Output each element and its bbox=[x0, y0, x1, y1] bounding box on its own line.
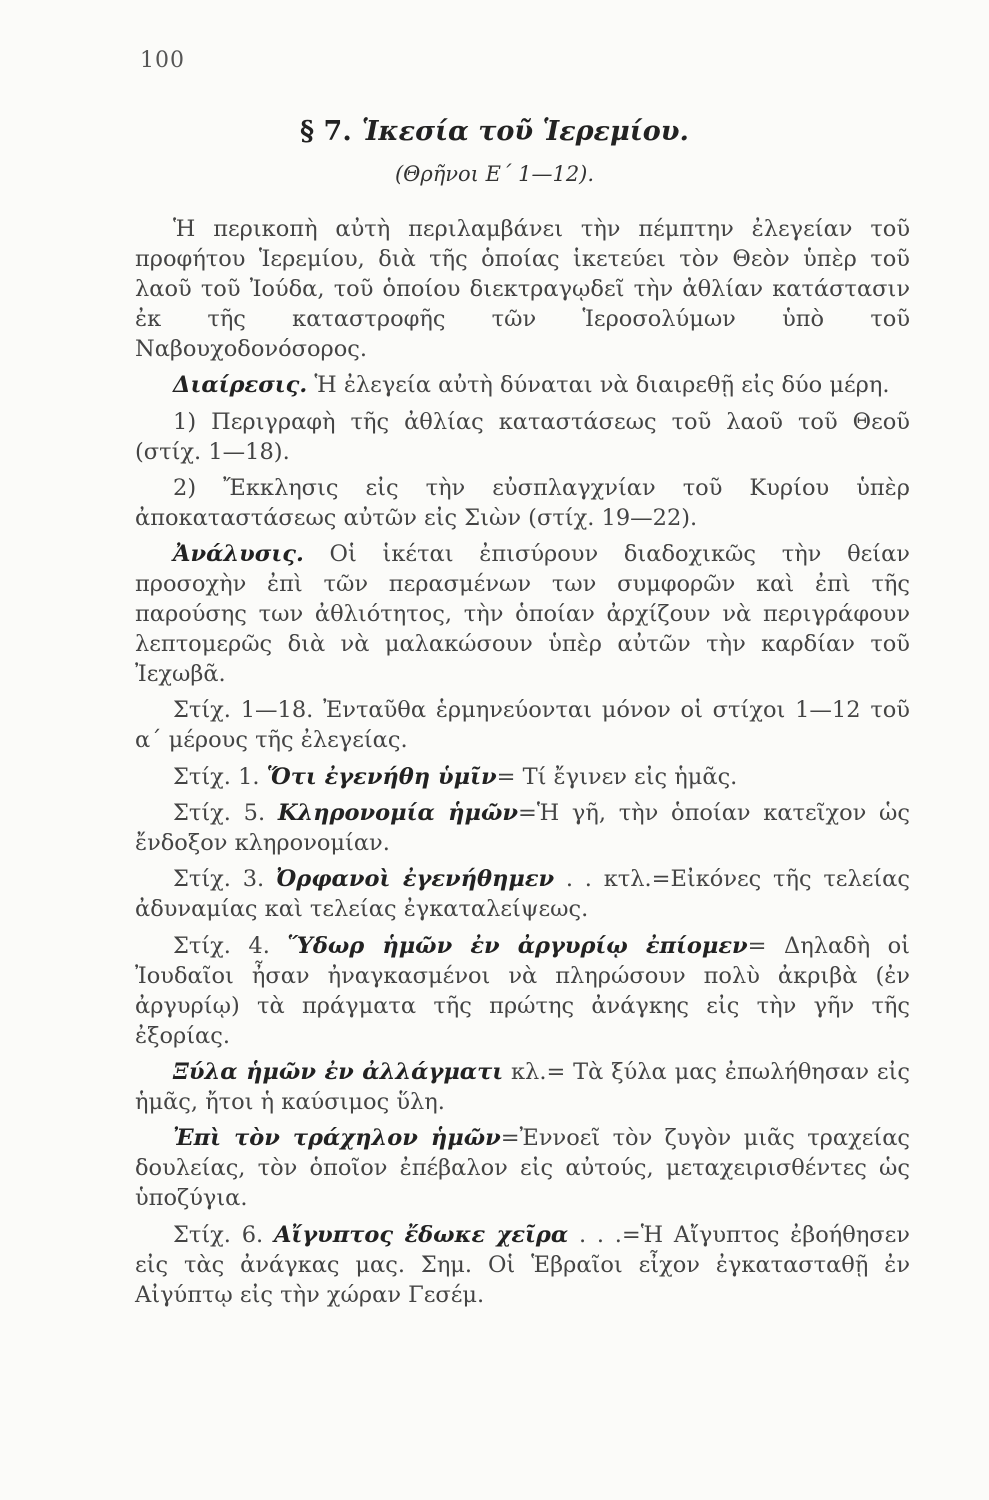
paragraph-intro: Ἡ περικοπὴ αὐτὴ περιλαμβάνει τὴν πέμπτην ἐλεγείαν τοῦ προφήτου Ἱερεμίου, διὰ τῆς ὁποίας ἱκετεύει τὸν Θεὸν ὑπὲρ τοῦ λαοῦ τοῦ Ἰούδα, τοῦ ὁποίου διεκτραγῳδεῖ τὴν ἀθλίαν κατάστασιν ἐκ τῆς καταστροφῆς τῶν Ἱεροσολύμων ὑπὸ τοῦ Ναβουχοδονόσορος. bbox=[135, 216, 910, 362]
paragraph-neck: Ἐπὶ τὸν τράχηλον ἡμῶν=Ἐννοεῖ τὸν ζυγὸν μιᾶς τραχείας δουλείας, τὸν ὁποῖον ἐπέβαλον εἰς αὐτούς, μεταχειρισθέντες ὡς ὑποζύγια. bbox=[135, 1125, 910, 1212]
scripture-reference: (Θρῆνοι Ε΄ 1—12). bbox=[394, 162, 595, 186]
section-title: Ἱκεσία τοῦ Ἱερεμίου. bbox=[361, 116, 689, 147]
paragraph-verses-1-18: Στίχ. 1—18. Ἐνταῦθα ἑρμηνεύονται μόνον οἱ στίχοι 1—12 τοῦ α΄ μέρους τῆς ἐλεγείας. bbox=[135, 697, 910, 754]
section-heading bbox=[0, 116, 989, 147]
paragraph-verse-4: Στίχ. 4. Ὕδωρ ἡμῶν ἐν ἀργυρίῳ ἐπίομεν= Δηλαδὴ οἱ Ἰουδαῖοι ἦσαν ἠναγκασμένοι νὰ πληρώσουν πολὺ ἀκριβὰ (ἐν ἀργυρίῳ) τὰ πράγματα τῆς πρώτης ἀνάγκης εἰς τὴν γῆν τῆς ἐξορίας. bbox=[135, 932, 910, 1049]
body-text bbox=[135, 214, 910, 1316]
paragraph-part-2: 2) Ἔκκλησις εἰς τὴν εὐσπλαγχνίαν τοῦ Κυρίου ὑπὲρ ἀποκαταστάσεως αὐτῶν εἰς Σιὼν (στίχ. 19—22). bbox=[135, 474, 910, 531]
page-number: 100 bbox=[140, 48, 185, 73]
division-label: Διαίρεσις. bbox=[173, 372, 308, 399]
paragraph-verse-6: Στίχ. 6. Αἴγυπτος ἔδωκε χεῖρα . . .=Ἡ Αἴγυπτος ἐβοήθησεν εἰς τὰς ἀνάγκας μας. Σημ. Οἱ Ἑβραῖοι εἶχον ἐγκατασταθῇ ἐν Αἰγύπτῳ εἰς τὴν χώραν Γεσέμ. bbox=[135, 1221, 910, 1308]
paragraph-verse-3: Στίχ. 3. Ὀρφανοὶ ἐγενήθημεν . . κτλ.=Εἰκόνες τῆς τελείας ἀδυναμίας καὶ τελείας ἐγκαταλείψεως. bbox=[135, 866, 910, 923]
section-number: § 7. bbox=[300, 116, 352, 147]
paragraph-wood: Ξύλα ἡμῶν ἐν ἀλλάγματι κλ.= Τὰ ξύλα μας ἐπωλήθησαν εἰς ἡμᾶς, ἤτοι ἡ καύσιμος ὕλη. bbox=[135, 1058, 911, 1115]
analysis-label: Ἀνάλυσις. bbox=[173, 541, 304, 568]
paragraph-analysis: Ἀνάλυσις. Οἱ ἱκέται ἐπισύρουν διαδοχικῶς τὴν θείαν προσοχὴν ἐπὶ τῶν περασμένων των συμφορῶν καὶ ἐπὶ τῆς παρούσης των ἀθλιότητος, τὴν ὁποίαν ἀρχίζουν νὰ περιγράφουν λεπτομερῶς διὰ νὰ μαλακώσουν ὑπὲρ αὐτῶν τὴν καρδίαν τοῦ Ἰεχωβᾶ. bbox=[135, 541, 910, 688]
paragraph-part-1: 1) Περιγραφὴ τῆς ἀθλίας καταστάσεως τοῦ λαοῦ τοῦ Θεοῦ (στίχ. 1—18). bbox=[135, 408, 910, 465]
paragraph-division: Διαίρεσις. Ἡ ἐλεγεία αὐτὴ δύναται νὰ διαιρεθῇ εἰς δύο μέρη. bbox=[173, 372, 890, 399]
paragraph-verse-1: Στίχ. 1. Ὅτι ἐγενήθη ὑμῖν= Τί ἔγινεν εἰς ἡμᾶς. bbox=[173, 763, 738, 790]
paragraph-verse-2: Στίχ. 5. Κληρονομία ἡμῶν=Ἡ γῆ, τὴν ὁποίαν κατεῖχον ὡς ἔνδοξον κληρονομίαν. bbox=[135, 800, 910, 857]
